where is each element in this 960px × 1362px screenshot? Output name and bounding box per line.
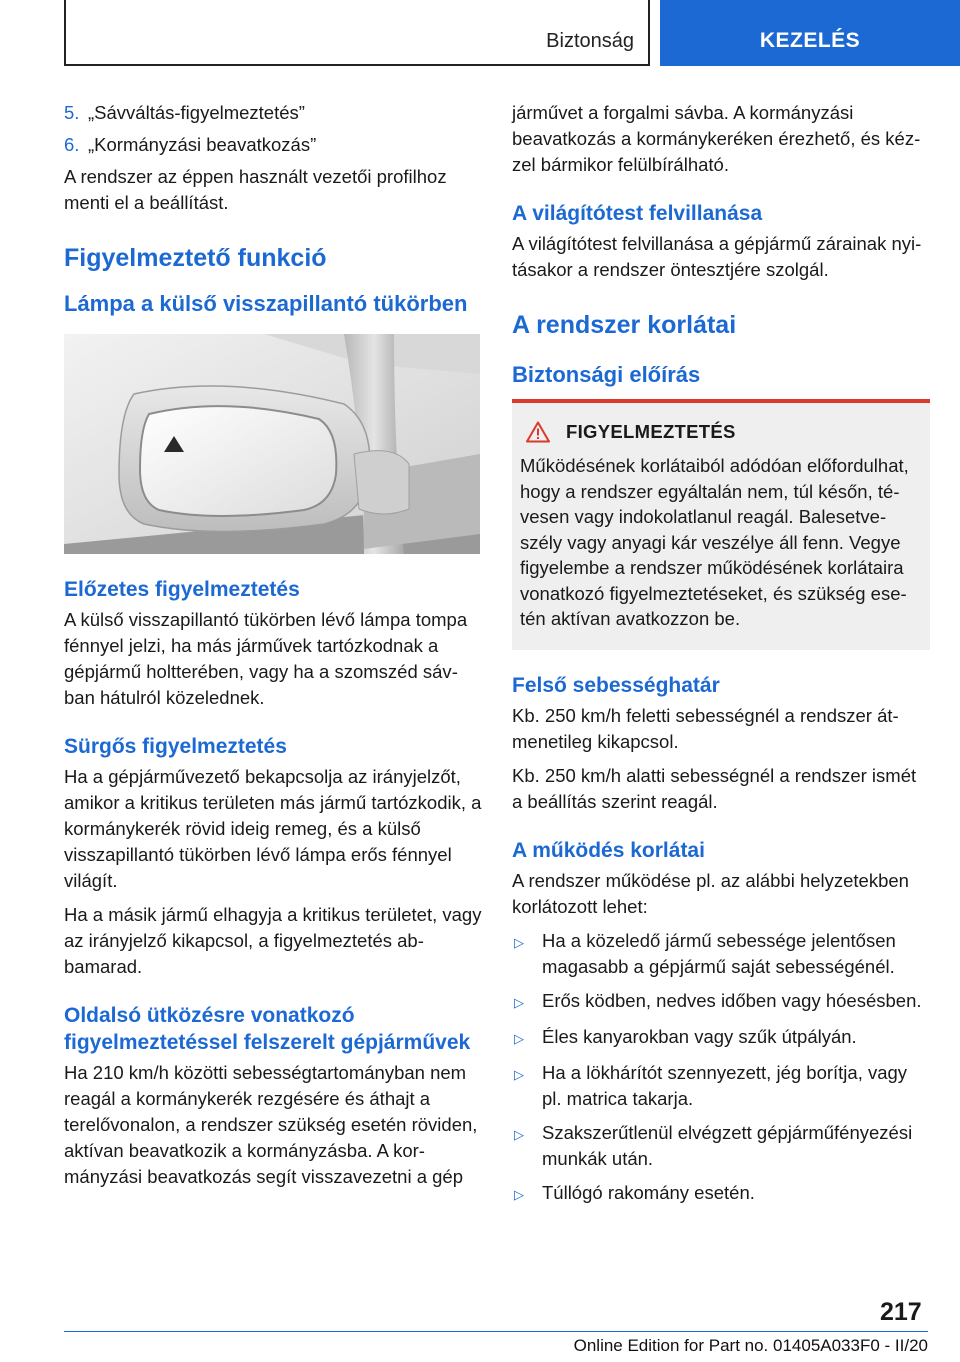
list-item-text: „Kormányzási beavatkozás” bbox=[88, 134, 317, 155]
header-section-box bbox=[64, 0, 650, 66]
intro-paragraph: A rendszer az éppen használt vezetői profilhoz menti el a beállítást. bbox=[64, 166, 447, 213]
side-collision-paragraph: Ha 210 km/h közötti sebességtartományban nem reagál a kormánykerék rezgésére és áthajt a terelővonalon, a rendszer szükség esetén röviden, aktívan beavatkozik a kormányzásba. A kormányzási beavatkozás segít visszavezetni a gép bbox=[64, 1062, 478, 1187]
warning-text: Működésének korlátaiból adódóan előfordulhat, hogy a rendszer egyáltalán nem, túl későn, tévesen vagy indokolatlanul reagál. Balesetveszély vagy anyagi kár veszélye áll fenn. Vegye figyelembe a rendszer működésének korlátaira vonatkozó figyelmeztetéseket, és szükség esetén aktívan avatkozzon be. bbox=[520, 455, 909, 629]
warning-triangle-icon bbox=[526, 421, 550, 443]
bullet-triangle-icon: ▷ bbox=[514, 1066, 524, 1082]
heading-system-limits: A rendszer korlátai bbox=[512, 311, 737, 339]
heading-safety-notice: Biztonsági előírás bbox=[512, 362, 701, 387]
page-number: 217 bbox=[880, 1298, 922, 1326]
footer-divider bbox=[64, 1331, 928, 1332]
urgent-warning-paragraph-1: Ha a gépjárművezető bekapcsolja az irányjelzőt, amikor a kritikus területen más jármű tartózkodik, a kormánykerék rövid ideig remeg, és a külső visszapillantó tükörben lévő lámpa erős fénnyel világít. bbox=[64, 766, 482, 891]
mirror-base bbox=[354, 451, 409, 514]
list-item bbox=[64, 132, 482, 158]
list-item-text: Túllógó rakomány esetén. bbox=[542, 1181, 755, 1203]
list-item bbox=[512, 988, 930, 1016]
continued-paragraph: járművet a forgalmi sávba. A kormányzási beavatkozás a kormánykeréken érezhető, és kézzel bármikor felülbírálható. bbox=[512, 102, 921, 175]
list-item-text: Szakszerűtlenül elvégzett gépjárműfényezési munkák után. bbox=[542, 1121, 913, 1169]
bullet-triangle-icon: ▷ bbox=[514, 1126, 524, 1142]
pre-warning-paragraph: A külső visszapillantó tükörben lévő lámpa tompa fénnyel jelzi, ha más járművek tartózkodnak a gépjármű holtterében, vagy ha a szomszéd sávban hátulról közelednek. bbox=[64, 609, 468, 708]
heading-urgent-warning: Sürgős figyelmeztetés bbox=[64, 735, 287, 758]
list-item bbox=[512, 928, 930, 980]
list-item-number: 6. bbox=[64, 134, 80, 155]
bullet-triangle-icon: ▷ bbox=[514, 994, 524, 1010]
header-section-title: Biztonság bbox=[546, 30, 634, 52]
heading-side-collision: Oldalsó ütközésre vonatkozó figyelmeztetéssel felszerelt gépjárművek bbox=[64, 1004, 471, 1054]
heading-mirror-lamp: Lámpa a külső visszapillantó tükörben bbox=[64, 291, 468, 316]
left-column bbox=[64, 100, 482, 1198]
list-item-text: Éles kanyarokban vagy szűk útpályán. bbox=[542, 1025, 857, 1047]
list-item bbox=[512, 1024, 930, 1052]
warning-title: FIGYELMEZTETÉS bbox=[566, 421, 736, 442]
speed-limit-paragraph-1: Kb. 250 km/h feletti sebességnél a rendszer átmenetileg kikapcsol. bbox=[512, 704, 899, 752]
list-item bbox=[512, 1060, 930, 1112]
bullet-triangle-icon: ▷ bbox=[514, 1030, 524, 1046]
list-item-text: „Sávváltás-figyelmeztetés” bbox=[88, 102, 305, 123]
warning-header bbox=[520, 421, 922, 443]
list-item-text: Ha a közeledő jármű sebessége jelentősen magasabb a gépjármű saját sebességénél. bbox=[542, 929, 896, 977]
mirror-glass bbox=[140, 406, 336, 516]
bullet-triangle-icon: ▷ bbox=[514, 934, 524, 950]
list-item-text: Ha a lökhárítót szennyezett, jég borítja, vagy pl. matrica takarja. bbox=[542, 1061, 908, 1109]
list-item-number: 5. bbox=[64, 102, 80, 123]
footer-edition-text: Online Edition for Part no. 01405A033F0 - II/20 bbox=[573, 1336, 928, 1355]
urgent-warning-paragraph-2: Ha a másik jármű elhagyja a kritikus területet, vagy az irányjelző kikapcsol, a figyelmeztetés abbamarad. bbox=[64, 904, 482, 977]
bullet-triangle-icon: ▷ bbox=[514, 1186, 524, 1202]
warning-box bbox=[512, 399, 930, 650]
speed-limit-paragraph-2: Kb. 250 km/h alatti sebességnél a rendszer ismét a beállítás szerint reagál. bbox=[512, 764, 917, 812]
heading-warning-function: Figyelmeztető funkció bbox=[64, 244, 327, 272]
function-limits-intro: A rendszer működése pl. az alábbi helyzetekben korlátozott lehet: bbox=[512, 869, 909, 917]
heading-light-flash: A világítótest felvillanása bbox=[512, 202, 763, 225]
light-flash-paragraph: A világítótest felvillanása a gépjármű zárainak nyitásakor a rendszer öntesztjére szolgál. bbox=[512, 233, 922, 280]
right-column bbox=[512, 100, 930, 1216]
list-item-text: Erős ködben, nedves időben vagy hóesésben. bbox=[542, 989, 922, 1011]
list-item bbox=[512, 1180, 930, 1208]
heading-pre-warning: Előzetes figyelmeztetés bbox=[64, 578, 300, 601]
list-item bbox=[64, 100, 482, 126]
list-item bbox=[512, 1120, 930, 1172]
header-chapter-tab: KEZELÉS bbox=[660, 0, 960, 66]
heading-function-limits: A működés korlátai bbox=[512, 838, 705, 862]
heading-speed-limit: Felső sebességhatár bbox=[512, 673, 720, 697]
mirror-illustration bbox=[64, 334, 480, 554]
